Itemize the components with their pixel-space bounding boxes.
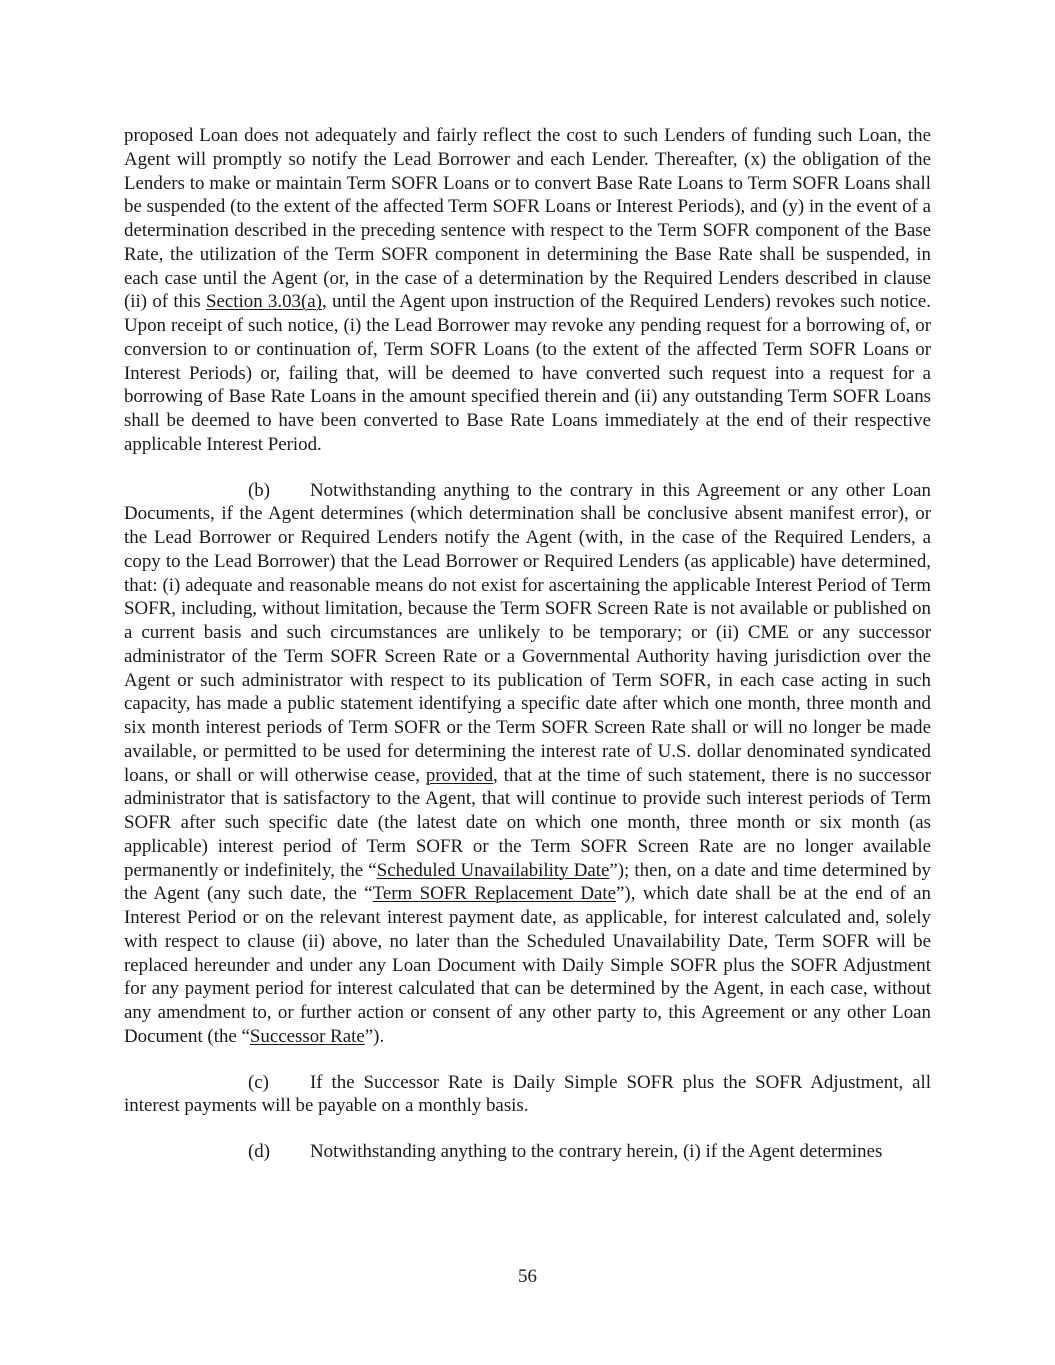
section-d-paragraph: [124, 1140, 931, 1164]
document-page: [124, 124, 931, 1164]
defined-term-scheduled-unavailability-date: Scheduled Unavailability Date: [376, 859, 610, 881]
continuation-paragraph: [124, 124, 931, 457]
section-b-text-4: ”), which date shall be at the end of an Interest Period or on the relevant interest payment date, as applicable, for interest calculated and, solely with respect to clause (ii) above, no later than the Scheduled Unavailability Date, Term SOFR will be replaced hereunder and under any Loan Document with Daily Simple SOFR plus the SOFR Adjustment for any payment period for interest calculated that can be determined by the Agent, in each case, without any amendment to, or further action or consent of any other party to, this Agreement or any other Loan Document (the “: [124, 883, 931, 1047]
provided-term: provided: [425, 764, 494, 786]
section-b-text-3: ”); then, on a date and time determined by the Agent (any such date, the “: [124, 859, 931, 905]
section-c-label: (c): [248, 1071, 269, 1093]
section-b-paragraph: [124, 479, 931, 1049]
section-d-label: (d): [248, 1141, 271, 1162]
section-b-text-5: ”).: [364, 1025, 385, 1047]
defined-term-successor-rate: Successor Rate: [249, 1025, 365, 1047]
continuation-text-1: proposed Loan does not adequately and fairly reflect the cost to such Lenders of funding such Loan, the Agent will promptly so notify the Lead Borrower and each Lender. Thereafter, (x) the obligation of the Lenders to make or maintain Term SOFR Loans or to convert Base Rate Loans to Term SOFR Loans shall be suspended (to the extent of the affected Term SOFR Loans or Interest Periods), and (y) in the event of a determination described in the preceding sentence with respect to the Term SOFR component of the Base Rate, the utilization of the Term SOFR component in determining the Base Rate shall be suspended, in each case until the Agent (or, in the case of a determination by the Required Lenders described in clause (ii) of this: [124, 125, 931, 313]
section-b-label: (b): [248, 479, 271, 501]
continuation-text-2: , until the Agent upon instruction of the Required Lenders) revokes such notice. Upon receipt of such notice, (i) the Lead Borrower may revoke any pending request for a borrowing of, or conversion to or continuation of, Term SOFR Loans (to the extent of the affected Term SOFR Loans or Interest Periods) or, failing that, will be deemed to have converted such request into a request for a borrowing of Base Rate Loans in the amount specified therein and (ii) any outstanding Term SOFR Loans shall be deemed to have been converted to Base Rate Loans immediately at the end of their respective applicable Interest Period.: [124, 291, 932, 455]
section-c-paragraph: [124, 1071, 931, 1119]
defined-term-term-sofr-replacement-date: Term SOFR Replacement Date: [372, 883, 617, 905]
page-number: 56: [518, 1266, 537, 1287]
section-c-text: If the Successor Rate is Daily Simple SOFR plus the SOFR Adjustment, all interest payments will be payable on a monthly basis.: [124, 1071, 931, 1117]
section-b-text-2: , that at the time of such statement, there is no successor administrator that is satisfactory to the Agent, that will continue to provide such interest periods of Term SOFR after such specific date (the latest date on which one month, three month or six month (as applicable) interest period of Term SOFR or the Term SOFR Screen Rate are no longer available permanently or indefinitely, the “: [124, 764, 931, 881]
section-b-text-1: Notwithstanding anything to the contrary in this Agreement or any other Loan Documents, if the Agent determines (which determination shall be conclusive absent manifest error), or the Lead Borrower or Required Lenders notify the Agent (with, in the case of the Required Lenders, a copy to the Lead Borrower) that the Lead Borrower or Required Lenders (as applicable) have determined, that: (i) adequate and reasonable means do not exist for ascertaining the applicable Interest Period of Term SOFR, including, without limitation, because the Term SOFR Screen Rate is not available or published on a current basis and such circumstances are unlikely to be temporary; or (ii) CME or any successor administrator of the Term SOFR Screen Rate or a Governmental Authority having jurisdiction over the Agent or such administrator with respect to its publication of Term SOFR, in each case acting in such capacity, has made a public statement identifying a specific date after which one month, three month and six month interest periods of Term SOFR or the Term SOFR Screen Rate shall or will no longer be made available, or permitted to be used for determining the interest rate of U.S. dollar denominated syndicated loans, or shall or will otherwise cease,: [124, 479, 931, 786]
section-d-text: Notwithstanding anything to the contrary herein, (i) if the Agent determines: [310, 1141, 883, 1162]
section-reference-link: Section 3.03(a): [205, 291, 322, 313]
